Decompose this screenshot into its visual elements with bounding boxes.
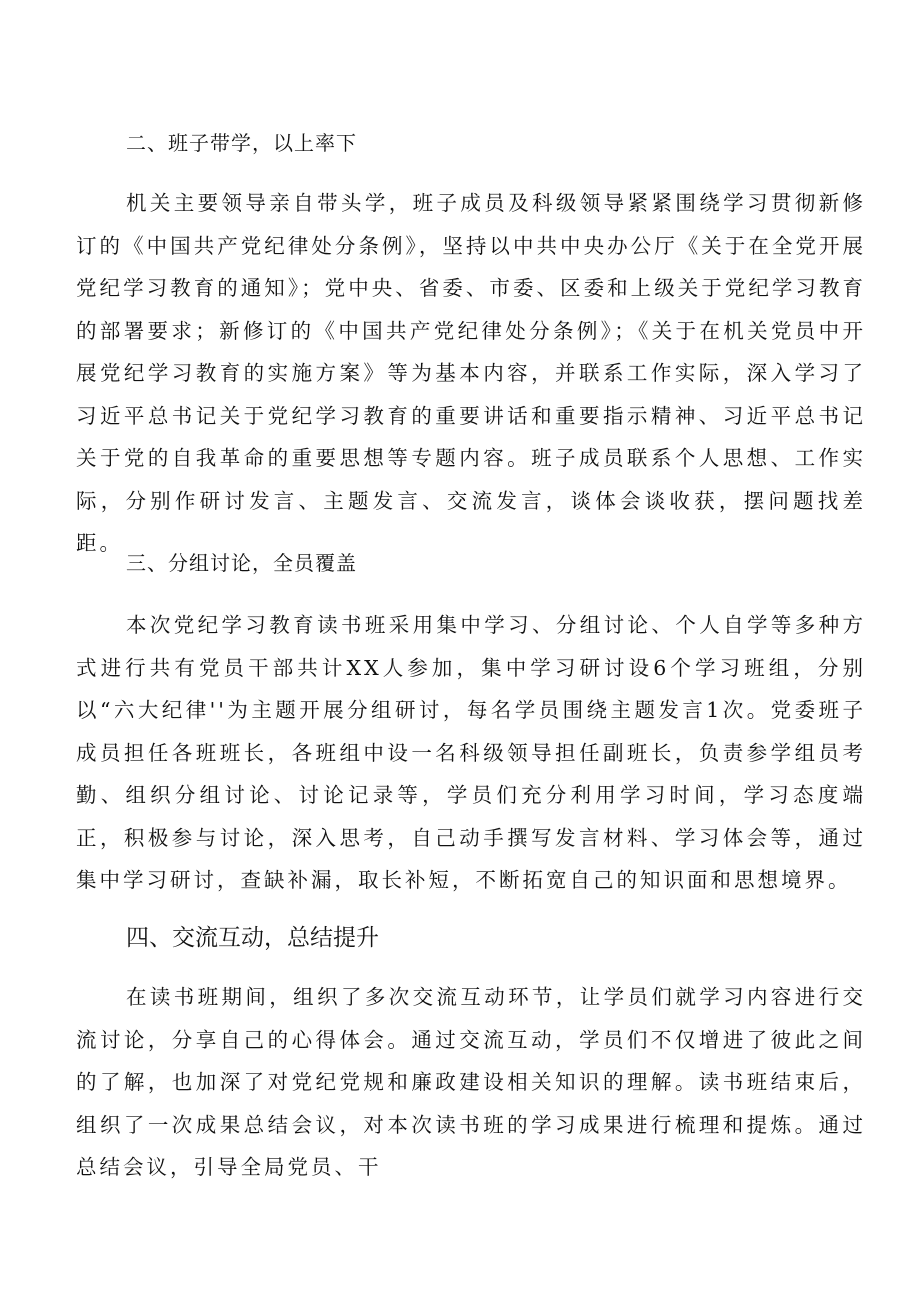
section-heading-4: 四、交流互动，总结提升 <box>126 925 379 951</box>
section-body-2: 机关主要领导亲自带头学，班子成员及科级领导紧紧围绕学习贯彻新修订的《中国共产党纪律处分条例》，坚持以中共中央办公厅《关于在全党开展党纪学习教育的通知》；党中央、省委、市委、区委和上级关于党纪学习教育的部署要求；新修订的《中国共产党纪律处分条例》；《关于在机关党员中开展党纪学习教育的实施方案》等为基本内容，并联系工作实际，深入学习了习近平总书记关于党纪学习教育的重要讲话和重要指示精神、习近平总书记关于党的自我革命的重要思想等专题内容。班子成员联系个人思想、工作实际，分别作研讨发言、主题发言、交流发言，谈体会谈收获，摆问题找差距。 <box>76 191 866 555</box>
section-body-3: 本次党纪学习教育读书班采用集中学习、分组讨论、个人自学等多种方式进行共有党员干部共计XX人参加，集中学习研讨设6个学习班组，分别以“六大纪律''为主题开展分组研讨，每名学员围绕主题发言1次。党委班子成员担任各班班长，各班组中设一名科级领导担任副班长，负责参学组员考勤、组织分组讨论、讨论记录等，学员们充分利用学习时间，学习态度端正，积极参与讨论，深入思考，自己动手撰写发言材料、学习体会等，通过集中学习研讨，查缺补漏，取长补短，不断拓宽自己的知识面和思想境界。 <box>76 613 866 892</box>
section-heading-2: 二、班子带学，以上率下 <box>126 131 357 155</box>
section-heading-3: 三、分组讨论，全员覆盖 <box>126 551 357 575</box>
section-body-4: 在读书班期间，组织了多次交流互动环节，让学员们就学习内容进行交流讨论，分享自己的心得体会。通过交流互动，学员们不仅增进了彼此之间的了解，也加深了对党纪党规和廉政建设相关知识的理解。读书班结束后，组织了一次成果总结会议，对本次读书班的学习成果进行梳理和提炼。通过总结会议，引导全局党员、干 <box>76 985 866 1179</box>
